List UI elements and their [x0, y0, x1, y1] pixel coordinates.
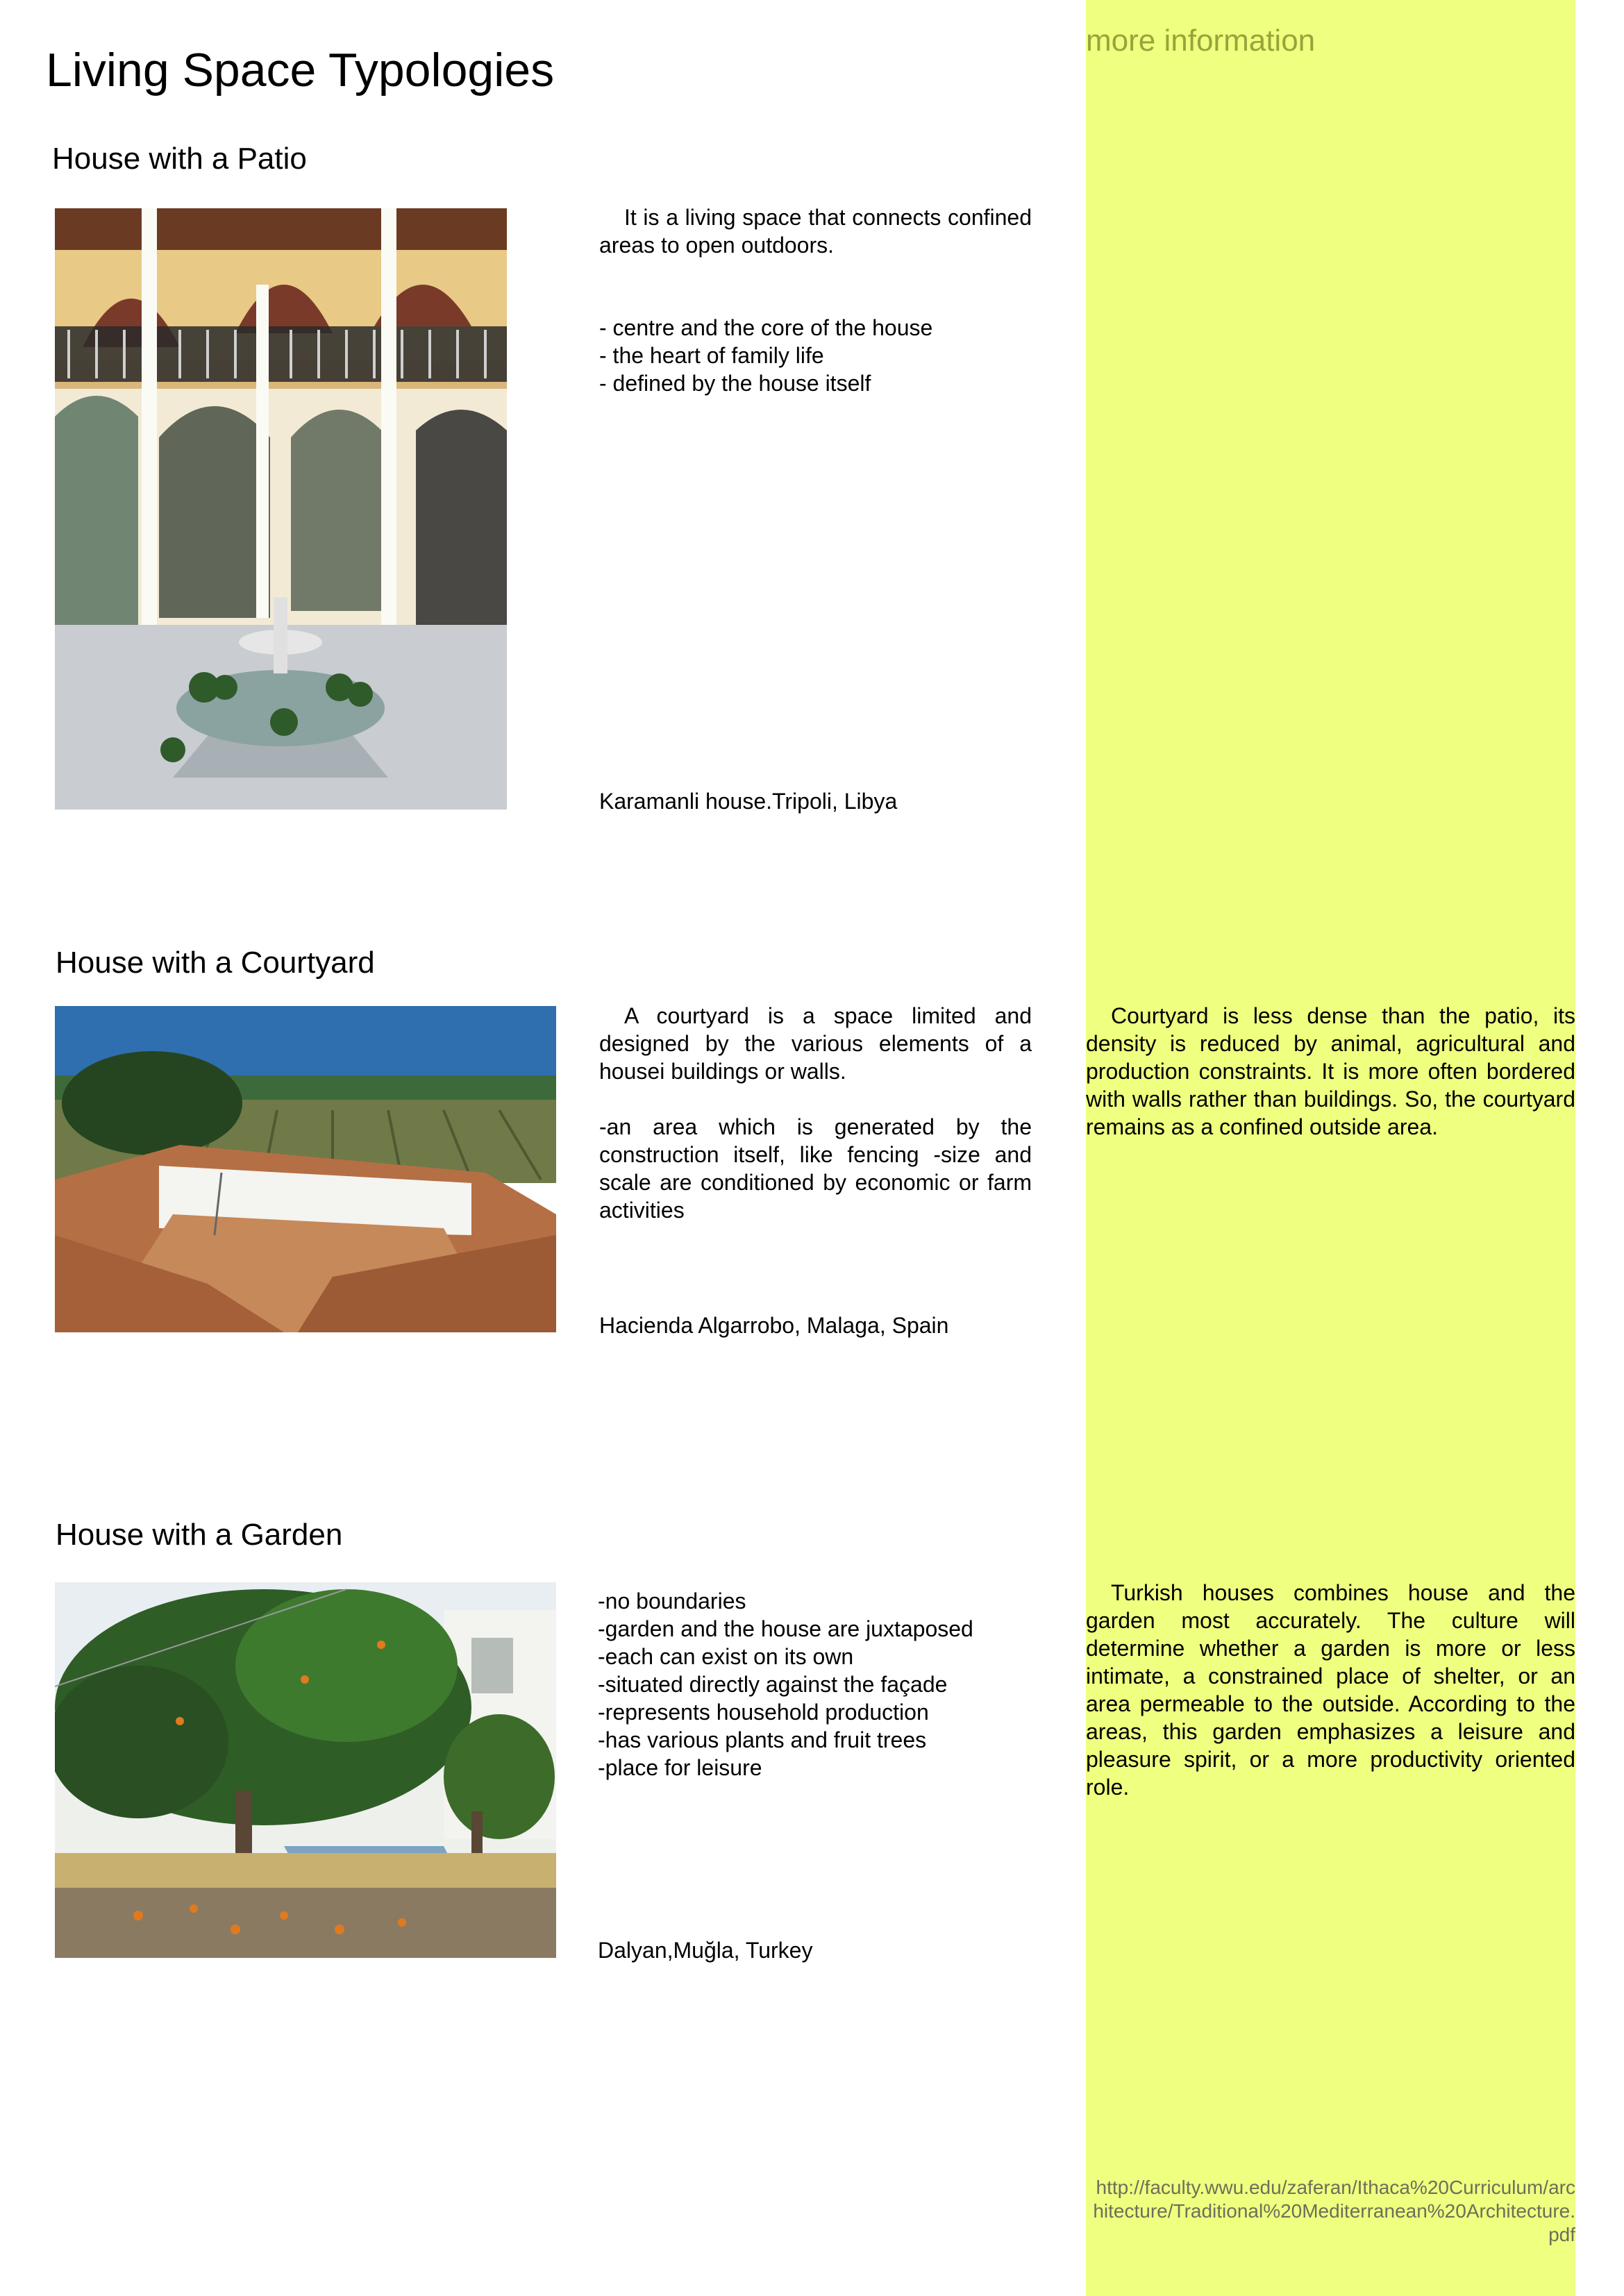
source-url[interactable]: http://faculty.wwu.edu/zaferan/Ithaca%20Curriculum/architecture/Traditional%20Mediterranean%20Architecture.pdf	[1093, 2177, 1575, 2245]
section-title-courtyard: House with a Courtyard	[56, 946, 375, 980]
info-sidebar	[1086, 0, 1575, 2296]
section-title-garden: House with a Garden	[56, 1518, 343, 1552]
patio-photo	[55, 208, 507, 810]
patio-caption: Karamanli house.Tripoli, Libya	[599, 789, 898, 814]
courtyard-points: -an area which is generated by the construction itself, like fencing -size and scale are conditioned by economic or farm activities	[599, 1114, 1032, 1223]
garden-caption: Dalyan,Muğla, Turkey	[598, 1938, 813, 1963]
garden-sidebar-note: Turkish houses combines house and the garden most accurately. The culture will determine whether a garden is more or less intimate, a constrained place of shelter, or an area permeable to the outside. According to the areas, this garden emphasizes a leisure and pleasure spirit, or a more productivity oriented role.	[1086, 1580, 1575, 1800]
patio-intro: It is a living space that connects confined areas to open outdoors.	[599, 205, 1032, 258]
garden-photo	[55, 1582, 556, 1958]
courtyard-photo	[55, 1006, 556, 1332]
sidebar-heading: more information	[1086, 24, 1316, 58]
page-title: Living Space Typologies	[46, 44, 555, 97]
garden-points: -no boundaries -garden and the house are juxtaposed -each can exist on its own -situated directly against the façade -represents household production -has various plants and fruit trees -place for leisure	[598, 1589, 973, 1780]
courtyard-sidebar-note: Courtyard is less dense than the patio, its density is reduced by animal, agricultural and production constraints. It is more often bordered with walls rather than buildings. So, the courtyard remains as a confined outside area.	[1086, 1003, 1575, 1139]
courtyard-caption: Hacienda Algarrobo, Malaga, Spain	[599, 1313, 949, 1338]
section-title-patio: House with a Patio	[52, 142, 307, 176]
patio-points: - centre and the core of the house - the heart of family life - defined by the house itself	[599, 315, 933, 396]
courtyard-intro: A courtyard is a space limited and designed by the various elements of a housei buildings or walls.	[599, 1003, 1032, 1084]
